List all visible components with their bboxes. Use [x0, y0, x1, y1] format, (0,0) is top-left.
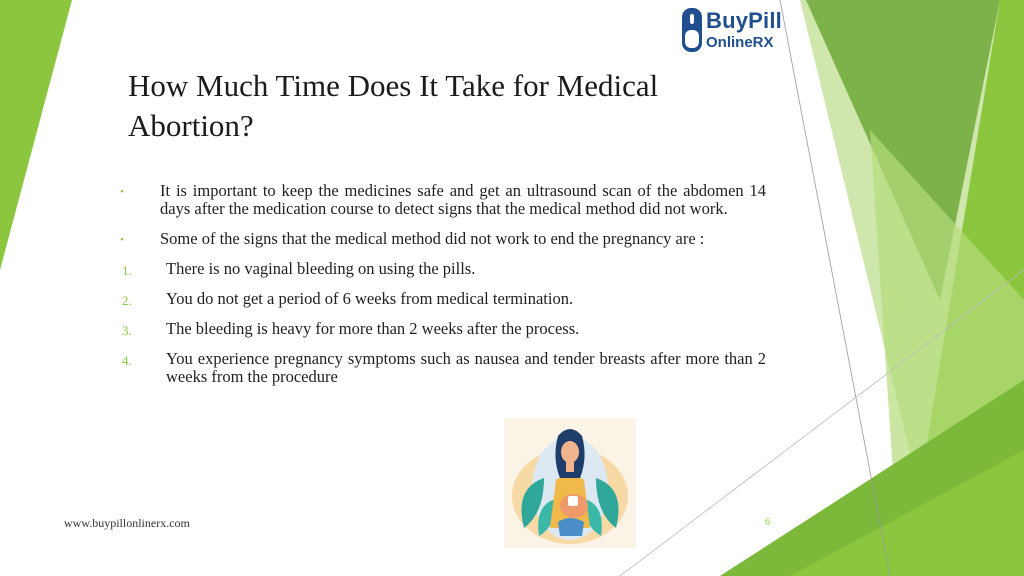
numbered-text: There is no vaginal bleeding on using the pills. — [166, 259, 476, 278]
bullet-text: Some of the signs that the medical method did not work to end the pregnancy are : — [160, 229, 705, 248]
number-marker: 1. — [122, 263, 132, 278]
left-accent-shape — [0, 0, 72, 270]
bullet-marker: • — [120, 234, 124, 246]
numbered-item — [100, 350, 766, 386]
number-marker: 3. — [122, 323, 132, 338]
numbered-item — [100, 260, 766, 278]
slide-page-number: 6 — [765, 517, 770, 528]
bullet-text: It is important to keep the medicines safe and get an ultrasound scan of the abdomen 14 days after the medication course to detect signs that the medical method did not work. — [160, 181, 766, 218]
slide-content — [100, 182, 766, 398]
numbered-text: You experience pregnancy symptoms such as nausea and tender breasts after more than 2 weeks from the procedure — [166, 349, 766, 386]
bullet-item — [100, 230, 766, 248]
numbered-text: The bleeding is heavy for more than 2 weeks after the process. — [166, 319, 580, 338]
bullet-marker: • — [120, 186, 124, 198]
number-marker: 4. — [122, 353, 132, 368]
logo-word-buypill: BuyPill — [706, 8, 782, 33]
pill-bottle-icon — [680, 6, 704, 54]
numbered-item — [100, 290, 766, 308]
footer-website-url: www.buypillonlinerx.com — [64, 516, 190, 530]
numbered-text: You do not get a period of 6 weeks from medical termination. — [166, 289, 574, 308]
bullet-item — [100, 182, 766, 218]
slide-title: How Much Time Does It Take for Medical Abortion? — [128, 68, 659, 143]
numbered-item — [100, 320, 766, 338]
logo-word-onlinerx: OnlineRX — [706, 34, 774, 51]
pregnant-woman-illustration — [504, 418, 636, 548]
number-marker: 2. — [122, 293, 132, 308]
brand-logo — [680, 6, 790, 56]
